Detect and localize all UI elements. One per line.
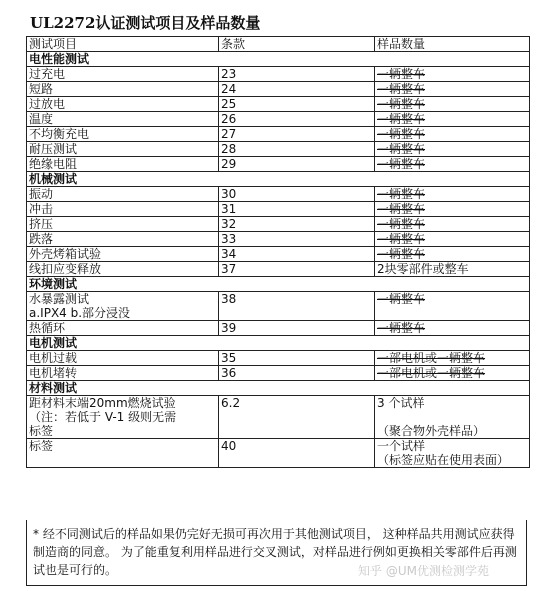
- table-row: [27, 292, 530, 321]
- section-row: [27, 336, 530, 351]
- cell-item: 温度: [27, 112, 219, 127]
- section-title: 机械测试: [27, 172, 530, 187]
- section-title: 材料测试: [27, 381, 530, 396]
- table-row: [27, 82, 530, 97]
- table-row: [27, 157, 530, 172]
- section-row: [27, 52, 530, 67]
- cell-clause: 33: [219, 232, 375, 247]
- cell-clause: 32: [219, 217, 375, 232]
- cell-clause: 23: [219, 67, 375, 82]
- cell-clause: 34: [219, 247, 375, 262]
- cell-item-line: 水暴露测试: [29, 292, 90, 306]
- cell-item: 绝缘电阻: [27, 157, 219, 172]
- cell-qty: 一辆整车: [375, 67, 530, 82]
- table-row: [27, 127, 530, 142]
- cell-clause: 31: [219, 202, 375, 217]
- page-title: UL2272认证测试项目及样品数量: [30, 14, 261, 32]
- cell-item-line: 标签: [29, 424, 54, 438]
- cell-item: 线扣应变释放: [27, 262, 219, 277]
- section-row: [27, 381, 530, 396]
- table-row: [27, 396, 530, 439]
- cell-item-line: （注：若低于 V-1 级则无需: [29, 410, 177, 424]
- table-row: [27, 321, 530, 336]
- table-row: [27, 232, 530, 247]
- table-row: [27, 262, 530, 277]
- cell-qty: [375, 439, 530, 468]
- cell-qty: 一辆整车: [375, 157, 530, 172]
- cell-qty: 2块零部件或整车: [375, 262, 530, 277]
- cell-clause: 27: [219, 127, 375, 142]
- cell-item: 冲击: [27, 202, 219, 217]
- table-row: [27, 217, 530, 232]
- cell-clause: 30: [219, 187, 375, 202]
- table-row: [27, 439, 530, 468]
- table-row: [27, 351, 530, 366]
- cell-item: 电机堵转: [27, 366, 219, 381]
- footnote: * 经不同测试后的样品如果仍完好无损可再次用于其他测试项目， 这种样品共用测试应获得制造商的同意。 为了能重复利用样品进行交叉测试，对样品进行例如更换相关零部件后再测试也是可行的。: [26, 520, 527, 586]
- cell-item: [27, 396, 219, 439]
- cell-item: 耐压测试: [27, 142, 219, 157]
- cell-item: 挤压: [27, 217, 219, 232]
- cell-qty: 一辆整车: [375, 187, 530, 202]
- section-title: 环境测试: [27, 277, 530, 292]
- cell-qty-line: 一辆整车: [377, 292, 426, 306]
- cell-clause: 6.2: [219, 396, 375, 439]
- header-test-item: 测试项目: [27, 37, 219, 52]
- table-header-row: [27, 37, 530, 52]
- cell-qty: [375, 396, 530, 439]
- cell-clause: 35: [219, 351, 375, 366]
- cell-qty: 一辆整车: [375, 112, 530, 127]
- section-row: [27, 172, 530, 187]
- cell-qty: 一辆整车: [375, 142, 530, 157]
- cell-item: 电机过载: [27, 351, 219, 366]
- cell-item-subline: a.IPX4 b.部分浸没: [29, 306, 131, 320]
- cell-item: 跌落: [27, 232, 219, 247]
- cell-qty: 一辆整车: [375, 82, 530, 97]
- cell-item: [27, 292, 219, 321]
- cell-clause: 38: [219, 292, 375, 321]
- cell-item: 过充电: [27, 67, 219, 82]
- cell-item: [27, 439, 219, 468]
- cell-qty-spacer: [377, 306, 527, 320]
- cell-qty-line: （标签应贴在使用表面）: [377, 453, 510, 467]
- table-row: [27, 187, 530, 202]
- header-clause: 条款: [219, 37, 375, 52]
- cell-qty: 一部电机或一辆整车: [375, 366, 530, 381]
- table-row: [27, 202, 530, 217]
- cell-qty: 一辆整车: [375, 217, 530, 232]
- cell-qty-spacer: [377, 410, 527, 424]
- cell-clause: 29: [219, 157, 375, 172]
- table-row: [27, 366, 530, 381]
- table-row: [27, 247, 530, 262]
- cell-item: 过放电: [27, 97, 219, 112]
- cell-clause: 37: [219, 262, 375, 277]
- cell-item: 外壳烤箱试验: [27, 247, 219, 262]
- cell-qty: 一辆整车: [375, 247, 530, 262]
- cell-item: 不均衡充电: [27, 127, 219, 142]
- cell-qty: [375, 292, 530, 321]
- cell-item-line: 距材料末端20mm燃烧试验: [29, 396, 176, 410]
- cell-clause: 36: [219, 366, 375, 381]
- cell-qty: 一辆整车: [375, 97, 530, 112]
- cell-clause: 40: [219, 439, 375, 468]
- cell-qty: 一辆整车: [375, 232, 530, 247]
- table-row: [27, 67, 530, 82]
- table-row: [27, 112, 530, 127]
- cell-clause: 28: [219, 142, 375, 157]
- section-title: 电机测试: [27, 336, 530, 351]
- cell-qty-line: （聚合物外壳样品）: [377, 424, 486, 438]
- section-title: 电性能测试: [27, 52, 530, 67]
- cell-item: 振动: [27, 187, 219, 202]
- cell-clause: 26: [219, 112, 375, 127]
- cell-item: 短路: [27, 82, 219, 97]
- cell-clause: 25: [219, 97, 375, 112]
- table-row: [27, 97, 530, 112]
- cell-item: 热循环: [27, 321, 219, 336]
- cell-qty: 一辆整车: [375, 202, 530, 217]
- watermark: 知乎 @UM优测检测学苑: [358, 564, 489, 578]
- section-row: [27, 277, 530, 292]
- header-sample-qty: 样品数量: [375, 37, 530, 52]
- cell-item-spacer: [29, 453, 216, 467]
- cell-clause: 39: [219, 321, 375, 336]
- cell-clause: 24: [219, 82, 375, 97]
- table-row: [27, 142, 530, 157]
- test-items-table: [26, 36, 530, 468]
- cell-qty: 一辆整车: [375, 321, 530, 336]
- cell-qty-line: 3 个试样: [377, 396, 425, 410]
- cell-qty: 一辆整车: [375, 127, 530, 142]
- cell-qty-line: 一个试样: [377, 439, 426, 453]
- cell-item-line: 标签: [29, 439, 54, 453]
- cell-qty: 一部电机或一辆整车: [375, 351, 530, 366]
